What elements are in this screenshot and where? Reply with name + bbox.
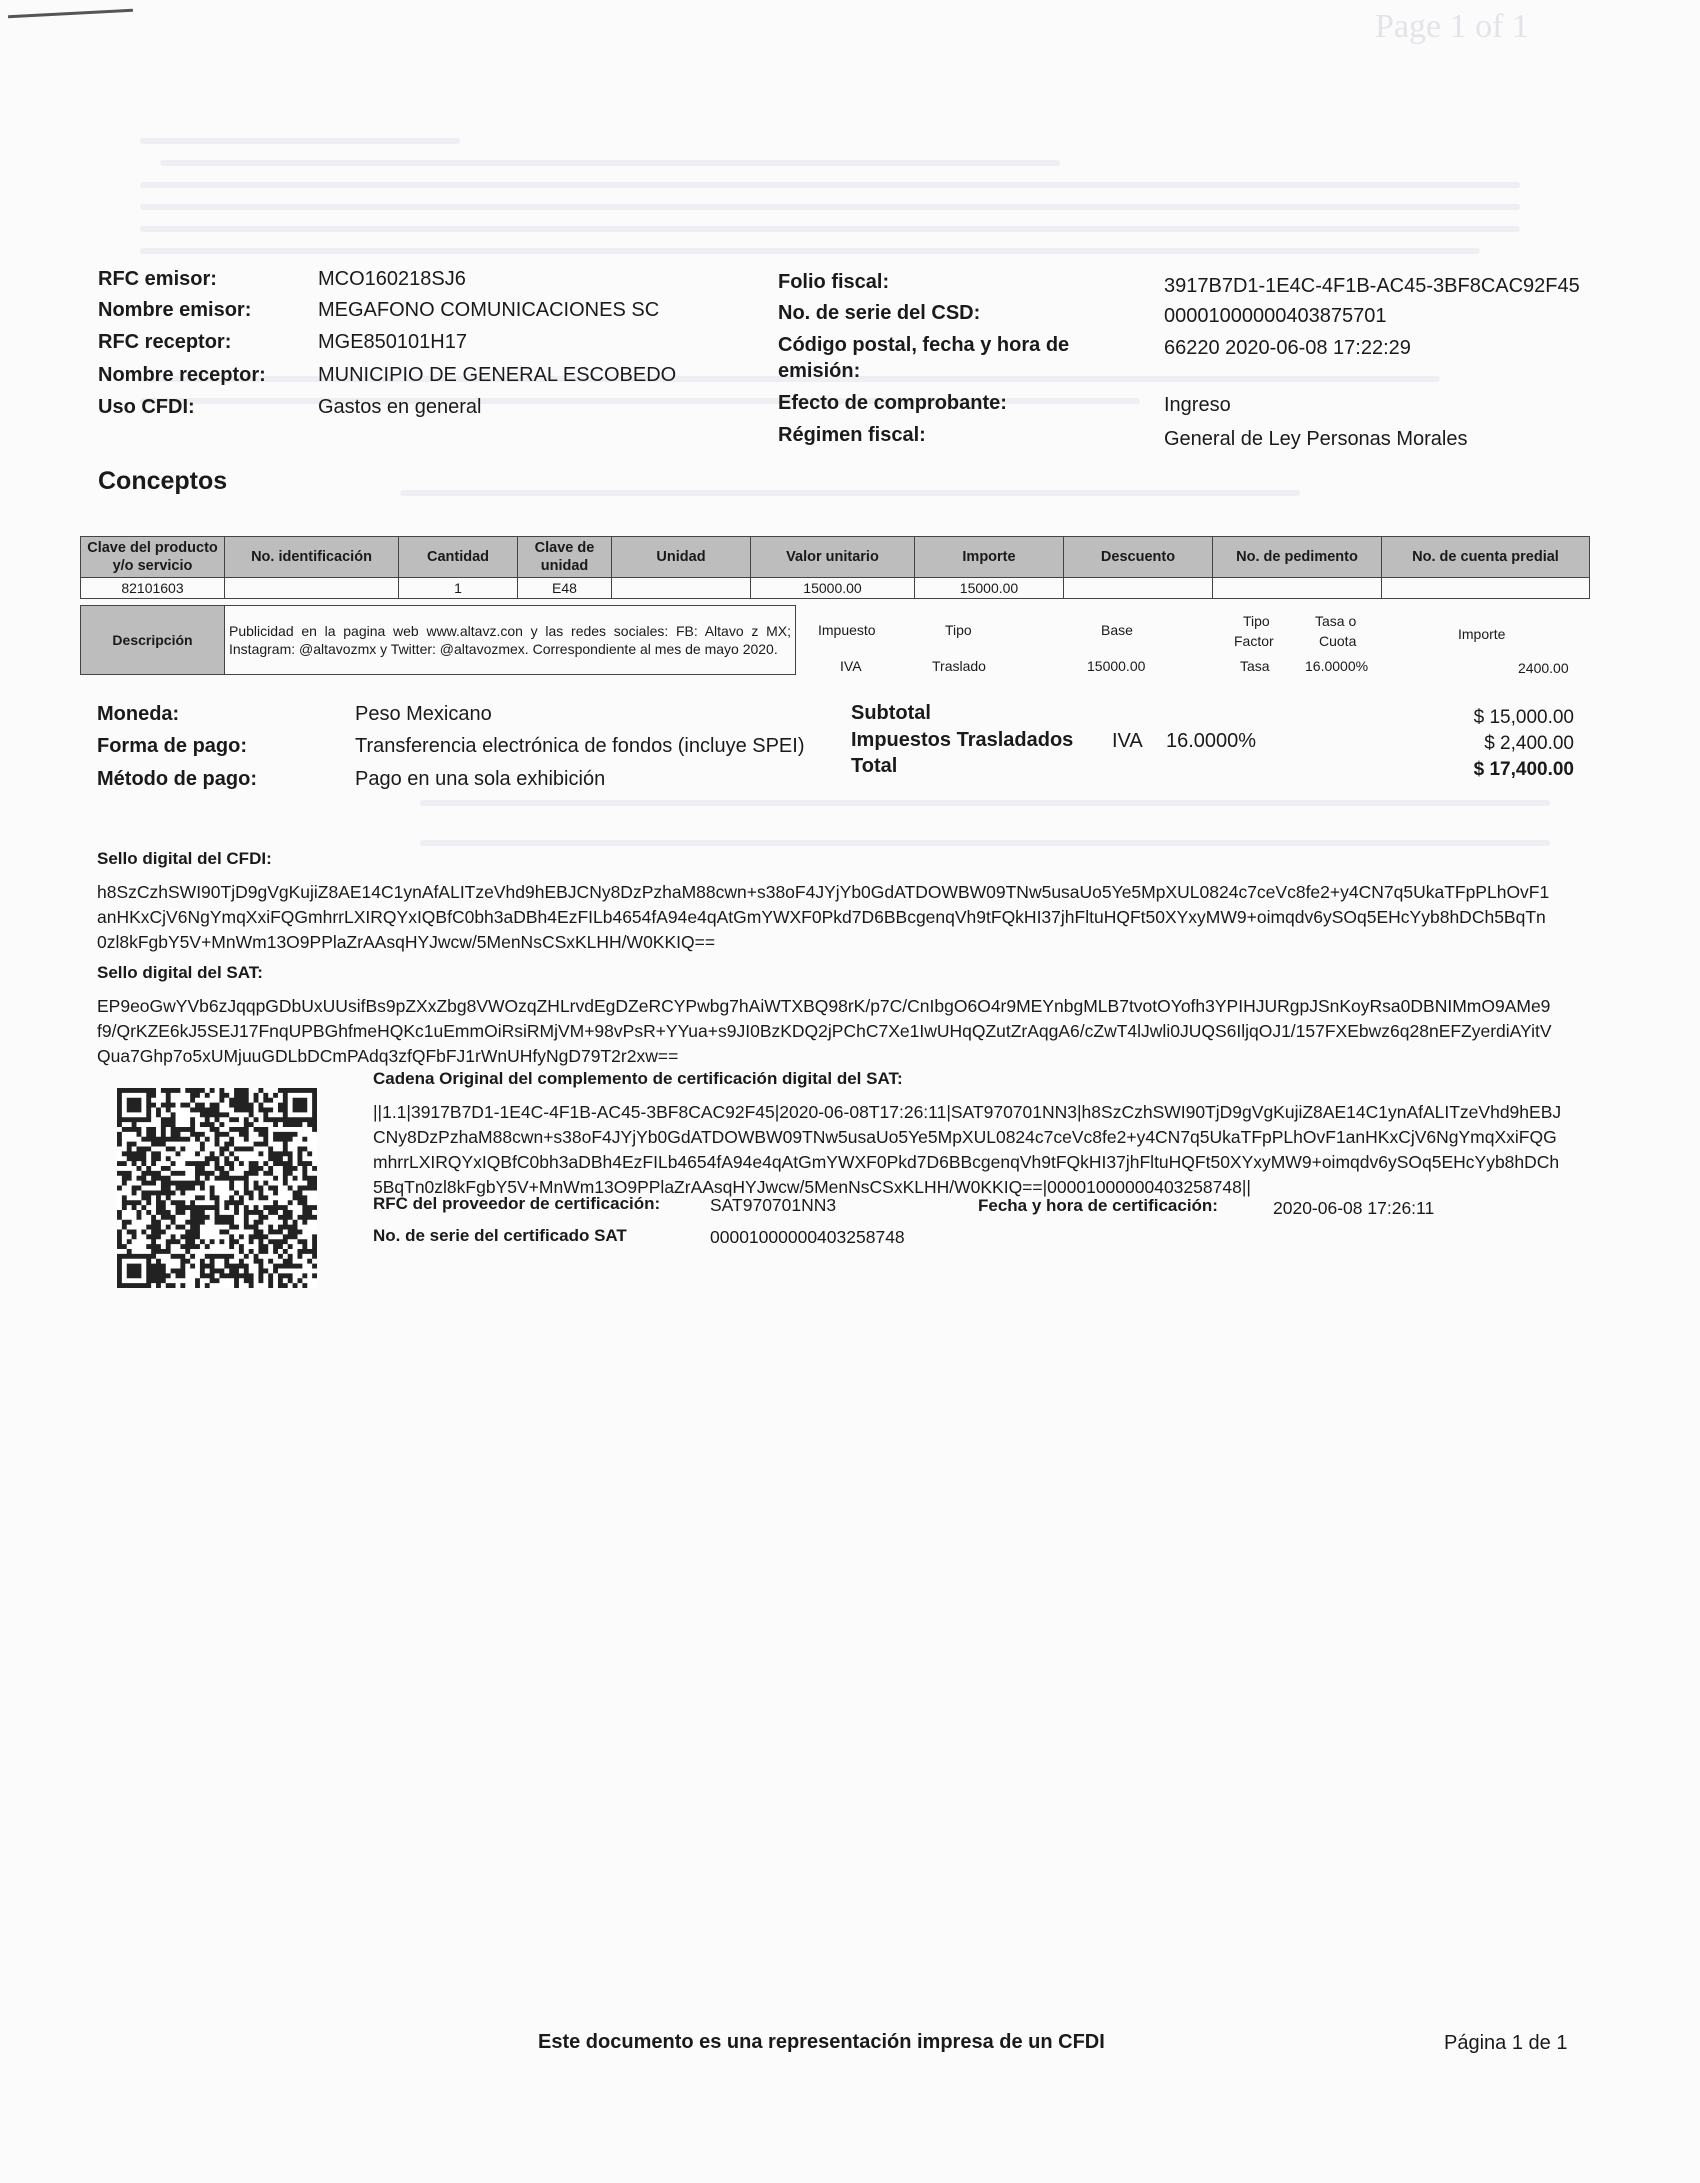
descripcion-text: Publicidad en la pagina web www.altavz.con y las redes sociales: FB: Altavo z MX; Instagram: @altavozmx y Twitter: @altavozmex. Correspondiente al mes de mayo 2020. (225, 606, 796, 675)
nombre-emisor-value: MEGAFONO COMUNICACIONES SC (318, 299, 660, 321)
nombre-receptor-value: MUNICIPIO DE GENERAL ESCOBEDO (318, 364, 677, 386)
efecto-label: Efecto de comprobante: (778, 392, 1007, 414)
serie-csd-label: No. de serie del CSD: (778, 302, 981, 324)
col-importe: Importe (915, 537, 1064, 578)
sello-cfdi-line: anHKxCjV6NgYmqXxiFQGmhrrLXIRQYxIQBfC0bh3aDBh4EzFILb4654fA94e4qAtGmYWXF0Pkd7D6BBcgenqVh9tFQkHI37jhFltuHQFt50XYxyMW9+oimqdv6ySOq5EHcYyb8hDCh5BqTn (97, 907, 1546, 927)
cell-clave: 82101603 (81, 578, 225, 599)
tax-h-tasa-2: Cuota (1319, 633, 1357, 649)
cell-unidad (612, 578, 751, 599)
col-clave-unidad-l2: unidad (540, 558, 589, 574)
tax-h-impuesto: Impuesto (818, 622, 876, 638)
serie-sat-value: 00001000000403258748 (710, 1227, 905, 1247)
col-valor-unitario: Valor unitario (751, 537, 915, 578)
conceptos-title: Conceptos (98, 467, 228, 495)
col-no-cuenta-predial: No. de cuenta predial (1382, 537, 1590, 578)
cell-valor-unitario: 15000.00 (751, 578, 915, 599)
sello-cfdi-line: h8SzCzhSWI90TjD9gVgKujiZ8AE14C1ynAfALITzeVhd9hEBJCNy8DzPzhaM88cwn+s38oF4JYjYb0GdATDOWBW09TNw5usaUo5Ye5MpXUL0824c7ceVc8fe2+y4CN7q5UkaTFpPLhOvF1 (97, 882, 1550, 902)
col-clave-producto-l1: Clave del producto (87, 540, 218, 556)
cp-fecha-value: 66220 2020-06-08 17:22:29 (1164, 337, 1411, 359)
col-cantidad: Cantidad (399, 537, 518, 578)
uso-cfdi-label: Uso CFDI: (98, 396, 195, 418)
total-value: $ 17,400.00 (1473, 759, 1574, 780)
tax-base: 15000.00 (1087, 658, 1146, 674)
cell-no-ident (225, 578, 399, 599)
tax-tasa: 16.0000% (1305, 658, 1369, 674)
cell-importe: 15000.00 (915, 578, 1064, 599)
sello-sat-line: EP9eoGwYVb6zJqqpGDbUxUUsifBs9pZXxZbg8VWOzqZHLrvdEgDZeRCYPwbg7hAiWTXBQ98rK/p7C/CnIbgO6O4r9MEYnbgMLB7tvotOYofh3YPIHJURgpJSnKoyRsa0DBNIMmO9AMe9 (97, 996, 1551, 1016)
metodo-pago-label: Método de pago: (97, 768, 257, 790)
nombre-emisor-label: Nombre emisor: (98, 299, 252, 321)
impuestos-label: Impuestos Trasladados (851, 729, 1074, 751)
tax-h-tasa-1: Tasa o (1315, 613, 1357, 629)
cadena-line: 5BqTn0zl8kFgbY5V+MnWm13O9PPlaZrAAsqHYJwcw/5MenNsCSxKLHH/W0KKIQ==|00001000000403258748|| (373, 1177, 1251, 1197)
tax-h-tipo-factor-1: Tipo (1243, 613, 1270, 629)
qr-code (117, 1088, 317, 1288)
tax-h-importe: Importe (1458, 626, 1506, 642)
cp-fecha-label-1: Código postal, fecha y hora de (778, 334, 1070, 356)
sello-sat-label: Sello digital del SAT: (97, 963, 263, 982)
concepto-row (81, 578, 1590, 599)
sello-cfdi-line: 0zl8kFgbY5V+MnWm13O9PPlaZrAAsqHYJwcw/5MenNsCSxKLHH/W0KKIQ== (97, 932, 716, 952)
tax-tipo: Traslado (932, 658, 986, 674)
cadena-line: ||1.1|3917B7D1-1E4C-4F1B-AC45-3BF8CAC92F45|2020-06-08T17:26:11|SAT970701NN3|h8SzCzhSWI90TjD9gVgKujiZ8AE14C1ynAfALITzeVhd9hEBJ (373, 1102, 1562, 1122)
col-clave-producto-l2: y/o servicio (112, 558, 193, 574)
cell-no-cuenta (1382, 578, 1590, 599)
tax-h-tipo-factor-2: Factor (1234, 633, 1274, 649)
serie-csd-value: 00001000000403875701 (1164, 305, 1387, 327)
rfc-proveedor-value: SAT970701NN3 (710, 1195, 837, 1215)
cadena-original (373, 1100, 1598, 1200)
tax-h-base: Base (1101, 622, 1133, 638)
forma-pago-label: Forma de pago: (97, 735, 248, 757)
tax-tipo-factor: Tasa (1240, 658, 1270, 674)
cell-descuento (1064, 578, 1213, 599)
sello-sat-line: f9/QrKZE6kJ5SEJ17FnqUPBGhfmeHQKc1uEmmOiRsiRMjVM+98vPsR+YYua+s9JI0BzKDQ2jPChC7Xe1IwUHqQZutZrAqgA6/cZwT4lJwli0JUQS6IljqOJ1/157FXEbwz6q28nEFZyerdiAYitV (97, 1021, 1552, 1041)
folio-fiscal-label: Folio fiscal: (778, 271, 890, 293)
rfc-proveedor-label: RFC del proveedor de certificación: (373, 1194, 661, 1213)
col-unidad: Unidad (612, 537, 751, 578)
tax-importe: 2400.00 (1518, 660, 1569, 676)
serie-sat-label: No. de serie del certificado SAT (373, 1226, 627, 1245)
regimen-label: Régimen fiscal: (778, 424, 926, 446)
footer-pagina: Página 1 de 1 (1444, 2032, 1568, 2054)
total-label: Total (851, 755, 898, 777)
nombre-receptor-label: Nombre receptor: (98, 364, 266, 386)
efecto-value: Ingreso (1164, 394, 1231, 416)
sello-sat-line: Qua7Ghp7o5xUMjuuGDLbDCmPAdq3zfQFbFJ1rWnUHfyNgD79T2r2xw== (97, 1046, 679, 1066)
cadena-line: CNy8DzPzhaM88cwn+s38oF4JYjYb0GdATDOWBW09TNw5usaUo5Ye5MpXUL0824c7ceVc8fe2+y4CN7q5UkaTFpPLhOvF1anHKxCjV6NgYmqXxiFQG (373, 1127, 1557, 1147)
conceptos-table (80, 536, 1590, 599)
qr-modules (117, 1088, 317, 1288)
tax-impuesto: IVA (840, 658, 862, 674)
cell-clave-unidad: E48 (518, 578, 612, 599)
col-no-identificacion: No. identificación (225, 537, 399, 578)
sello-sat (97, 994, 1597, 1069)
impuestos-tasa: 16.0000% (1166, 730, 1257, 752)
col-clave-unidad (518, 537, 612, 578)
subtotal-label: Subtotal (851, 702, 931, 724)
descripcion-table (80, 605, 796, 675)
rfc-emisor-value: MCO160218SJ6 (318, 268, 466, 290)
cadena-line: mhrrLXIRQYxIQBfC0bh3aDBh4EzFILb4654fA94e4qAtGmYWXF0Pkd7D6BBcgenqVh9tFQkHI37jhFltuHQFt50XYxyMW9+oimqdv6ySOq5EHcYyb8hDCh (373, 1152, 1560, 1172)
metodo-pago-value: Pago en una sola exhibición (355, 768, 606, 790)
impuestos-value: $ 2,400.00 (1484, 733, 1574, 754)
cp-fecha-label-2: emisión: (778, 360, 861, 382)
cadena-original-label: Cadena Original del complemento de certificación digital del SAT: (373, 1069, 903, 1088)
subtotal-value: $ 15,000.00 (1473, 707, 1574, 728)
col-descuento: Descuento (1064, 537, 1213, 578)
ghost-page-number: Page 1 of 1 (1375, 8, 1529, 45)
regimen-value: General de Ley Personas Morales (1164, 428, 1468, 450)
forma-pago-value: Transferencia electrónica de fondos (incluye SPEI) (355, 735, 805, 757)
rfc-receptor-label: RFC receptor: (98, 331, 232, 353)
footer-leyenda: Este documento es una representación impresa de un CFDI (538, 2031, 1105, 2053)
rfc-emisor-label: RFC emisor: (98, 268, 217, 290)
scan-mark (8, 9, 133, 19)
moneda-label: Moneda: (97, 703, 180, 725)
impuestos-tipo: IVA (1112, 730, 1143, 752)
sello-cfdi (97, 880, 1597, 955)
conceptos-header-row (81, 537, 1590, 578)
uso-cfdi-value: Gastos en general (318, 396, 482, 418)
fecha-cert-label: Fecha y hora de certificación: (978, 1196, 1218, 1215)
folio-fiscal-value: 3917B7D1-1E4C-4F1B-AC45-3BF8CAC92F45 (1164, 275, 1580, 297)
cell-no-pedimento (1213, 578, 1382, 599)
col-clave-unidad-l1: Clave de (534, 540, 595, 556)
moneda-value: Peso Mexicano (355, 703, 492, 725)
fecha-cert-value: 2020-06-08 17:26:11 (1273, 1198, 1435, 1218)
col-clave-producto (81, 537, 225, 578)
descripcion-label: Descripción (81, 606, 225, 675)
sello-cfdi-label: Sello digital del CFDI: (97, 849, 272, 868)
col-no-pedimento: No. de pedimento (1213, 537, 1382, 578)
cell-cantidad: 1 (399, 578, 518, 599)
tax-h-tipo: Tipo (945, 622, 972, 638)
rfc-receptor-value: MGE850101H17 (318, 331, 467, 353)
